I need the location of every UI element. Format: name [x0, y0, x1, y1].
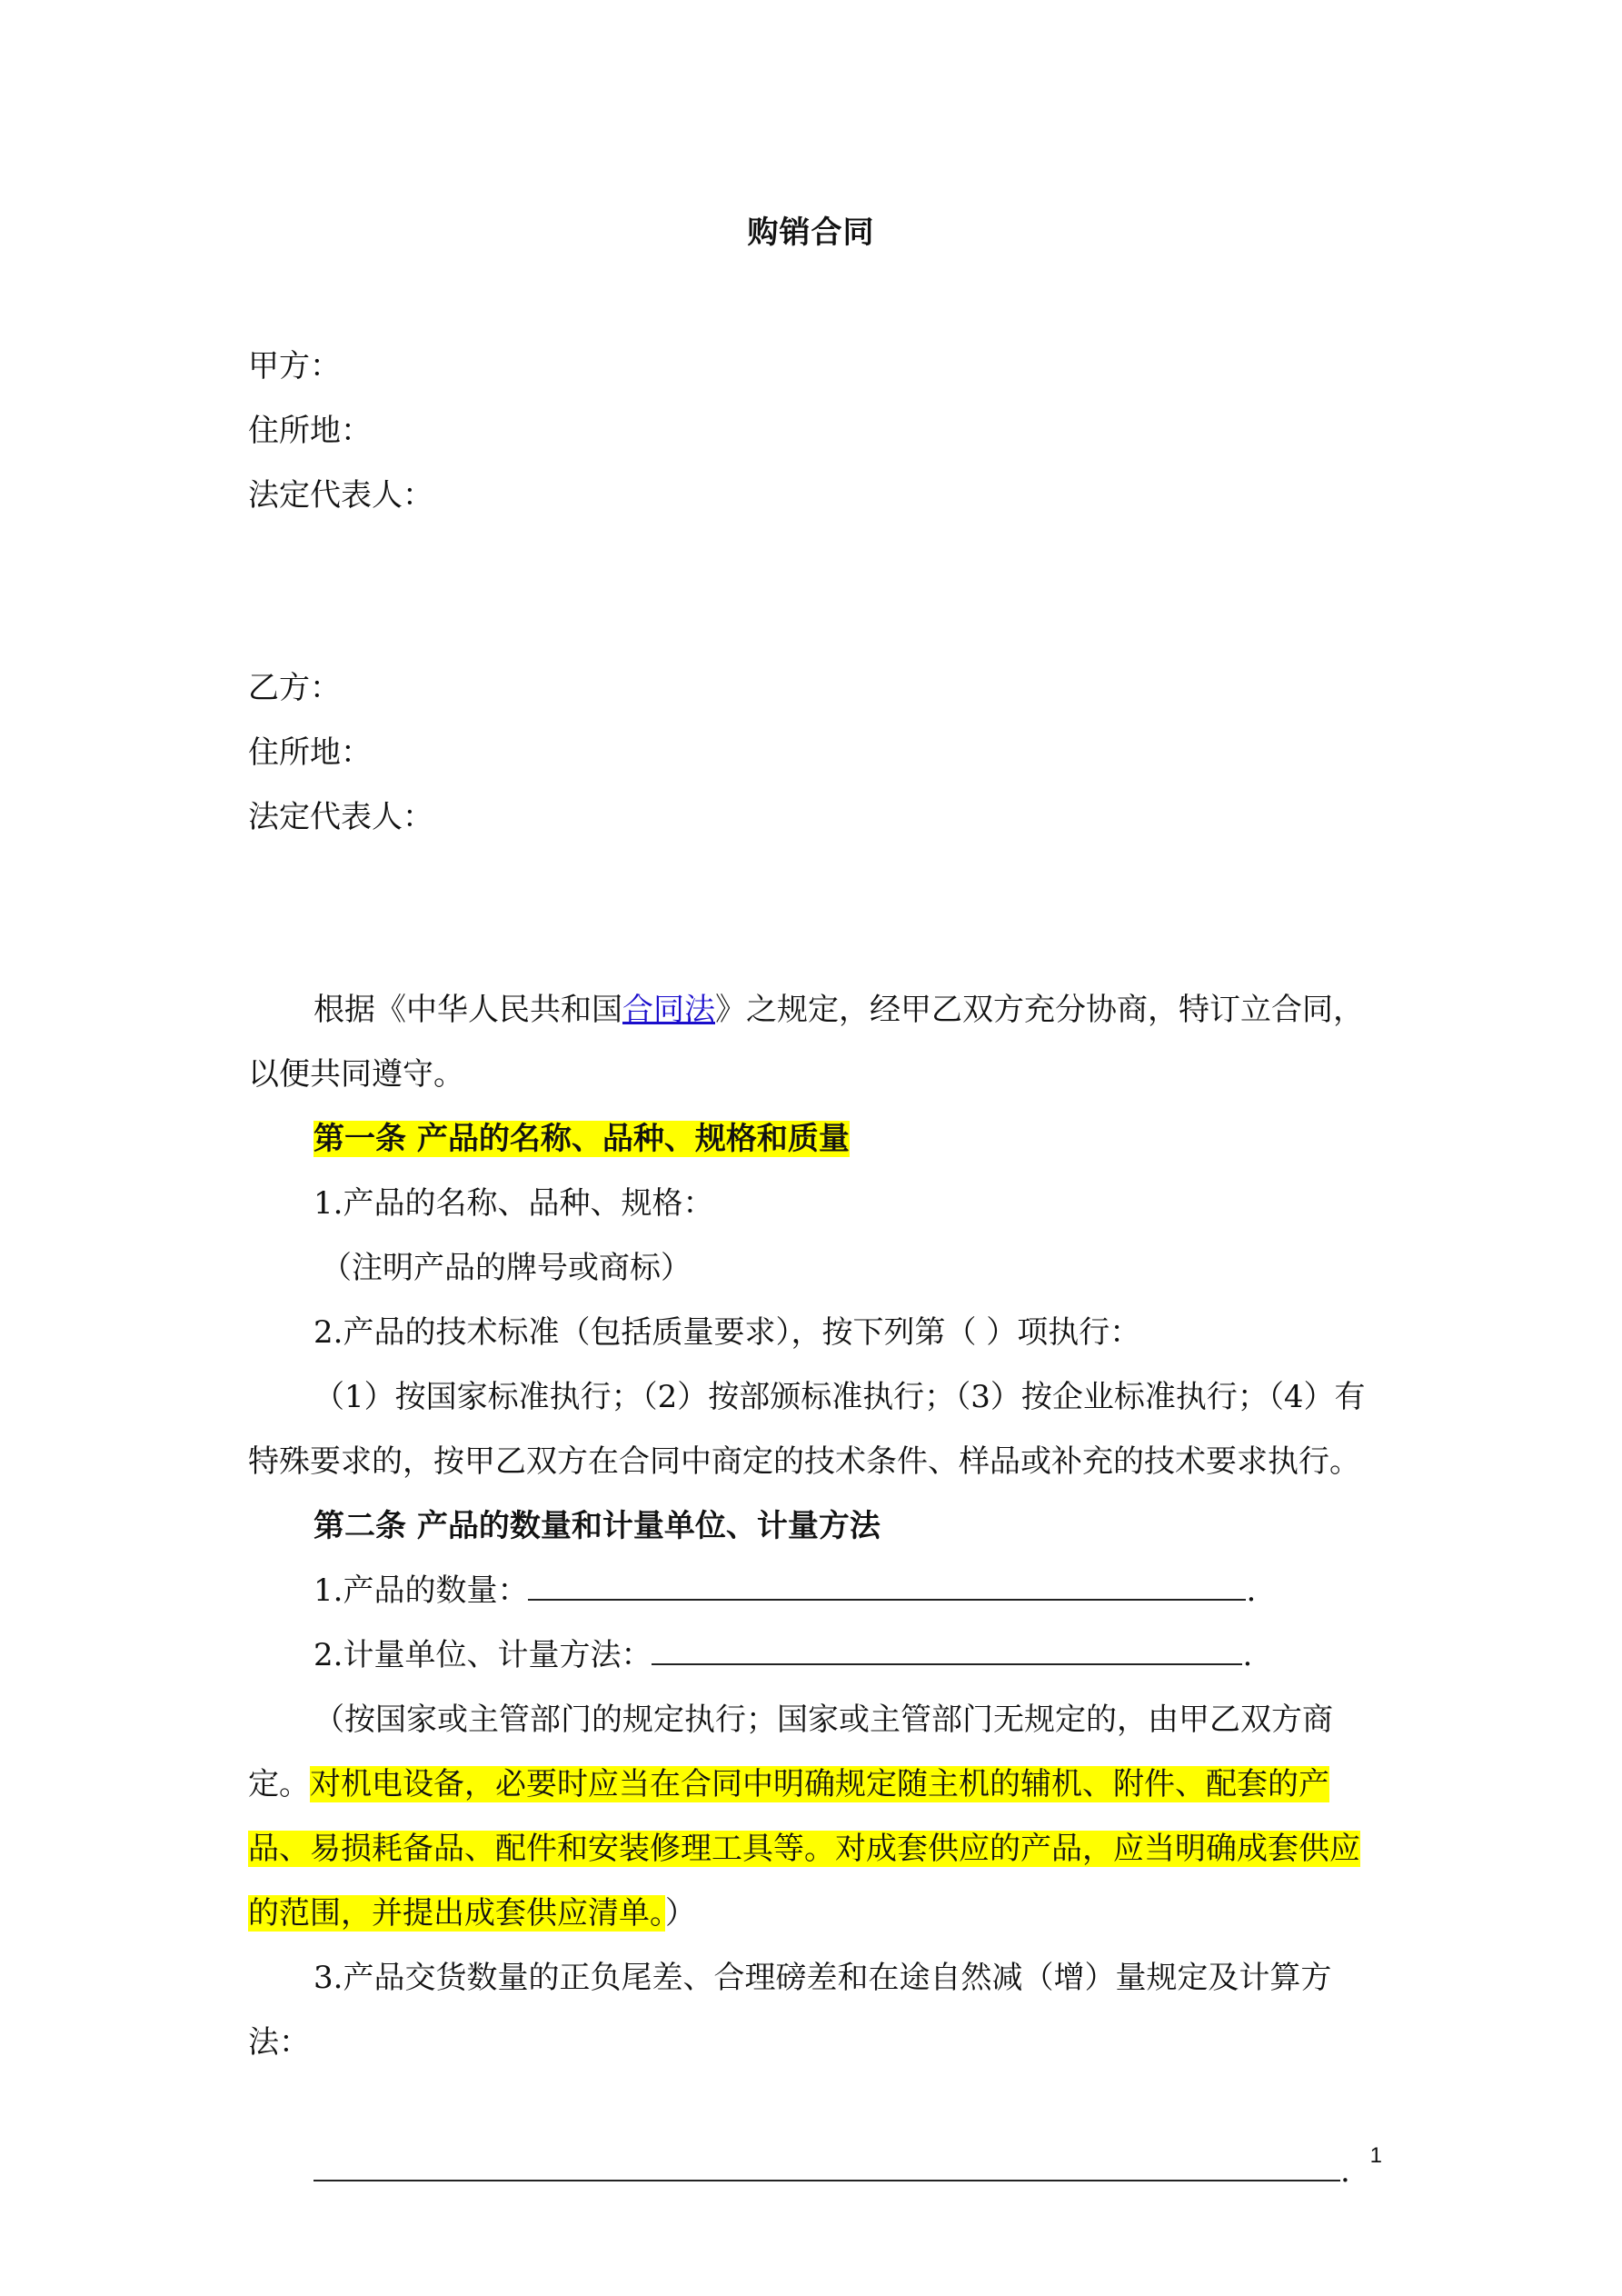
party-a-address-label: 住所地： — [248, 413, 372, 449]
quantity-blank — [528, 1570, 1246, 1601]
article2-item3-blank-row — [248, 2140, 1384, 2204]
party-b-address-label: 住所地： — [248, 734, 372, 771]
document-title: 购销合同 — [747, 215, 875, 251]
article2-item1: 1.产品的数量： — [313, 1572, 529, 1609]
article1-item2: 2.产品的技术标准（包括质量要求），按下列第（ ）项执行： — [313, 1314, 1141, 1351]
article2-note-highlight: 对机电设备，必要时应当在合同中明确规定随主机的辅机、附件、配套的产品、易损耗备品、配件和安装修理工具等。对成套供应的产品，应当明确成套供应的范围，并提出成套供应清单。 — [248, 1766, 1360, 1932]
party-a-name-label: 甲方： — [248, 348, 341, 384]
party-b-name-label: 乙方： — [248, 670, 341, 706]
article1-note1: （注明产品的牌号或商标） — [321, 1250, 692, 1286]
spacer — [248, 2075, 1384, 2140]
article2-note — [248, 1688, 1384, 1946]
measure-blank — [652, 1634, 1242, 1665]
spacer — [248, 850, 1384, 978]
preamble-before: 根据《中华人民共和国 — [313, 992, 622, 1028]
article1-heading-row — [248, 1107, 1384, 1172]
document-body — [248, 334, 1384, 2204]
article2-heading: 第二条 产品的数量和计量单位、计量方法 — [313, 1508, 881, 1544]
tolerance-blank — [313, 2151, 1340, 2181]
article1-options: （1）按国家标准执行；（2）按部颁标准执行；（3）按企业标准执行；（4）有特殊要求的，按甲乙双方在合同中商定的技术条件、样品或补充的技术要求执行。 — [248, 1379, 1366, 1480]
party-b-rep-label: 法定代表人： — [248, 799, 433, 835]
blank-period: . — [1242, 1637, 1253, 1673]
article2-item2: 2.计量单位、计量方法： — [313, 1637, 652, 1673]
article1-item1: 1.产品的名称、品种、规格： — [313, 1185, 714, 1222]
article2-note-before: （按国家或主管部门的规定执行；国家或主管部门无规定的，由甲乙双方商定。 — [248, 1702, 1333, 1802]
article2-item1-row — [248, 1559, 1384, 1623]
page-number: 1 — [1369, 2143, 1382, 2168]
contract-law-link[interactable]: 合同法 — [622, 992, 715, 1028]
blank-period: . — [1246, 1572, 1257, 1609]
spacer — [248, 528, 1384, 656]
article2-note-after: ） — [665, 1895, 696, 1932]
article2-item3: 3.产品交货数量的正负尾差、合理磅差和在途自然减（增）量规定及计算方法： — [248, 1960, 1332, 2061]
article1-heading: 第一条 产品的名称、品种、规格和质量 — [313, 1121, 850, 1157]
preamble-paragraph — [248, 978, 1384, 1107]
blank-period: . — [1340, 2153, 1350, 2190]
party-a-rep-label: 法定代表人： — [248, 477, 433, 514]
preamble-after: 》之规定，经甲乙双方充分协商，特订立合同，以便共同遵守。 — [248, 992, 1364, 1093]
article2-item2-row — [248, 1623, 1384, 1688]
